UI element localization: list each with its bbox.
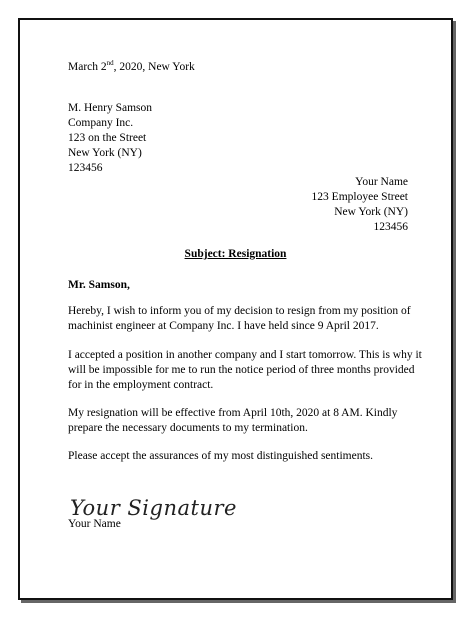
recipient-zip: 123456: [68, 162, 103, 174]
signature: Your Signature: [70, 496, 237, 520]
subject-line: Subject: Resignation: [184, 248, 287, 260]
recipient-company: Company Inc.: [68, 117, 134, 129]
paragraph-line: will be impossible for me to run the notice period of three months provided: [68, 364, 415, 376]
sender-city: New York (NY): [334, 206, 408, 218]
sender-street: 123 Employee Street: [311, 191, 408, 203]
sender-name: Your Name: [355, 176, 408, 188]
letter-page: [18, 18, 453, 600]
recipient-name: M. Henry Samson: [68, 102, 153, 114]
paragraph-line: machinist engineer at Company Inc. I have held since 9 April 2017.: [68, 320, 379, 332]
paragraph-line: Please accept the assurances of my most distinguished sentiments.: [68, 450, 374, 462]
sender-zip: 123456: [373, 221, 408, 233]
paragraph-line: I accepted a position in another company and I start tomorrow. This is why it: [68, 349, 422, 361]
salutation: Mr. Samson,: [68, 279, 130, 291]
paragraph-line: Hereby, I wish to inform you of my decision to resign from my position of: [68, 305, 411, 317]
recipient-street: 123 on the Street: [68, 132, 147, 144]
paragraph-line: prepare the necessary documents to my termination.: [68, 422, 308, 434]
date-line: March 2nd, 2020, New York: [68, 59, 195, 73]
paragraph-line: for in the employment contract.: [68, 379, 214, 391]
recipient-city: New York (NY): [68, 147, 142, 159]
signature-name: Your Name: [68, 518, 121, 530]
paragraph-line: My resignation will be effective from April 10th, 2020 at 8 AM. Kindly: [68, 407, 398, 419]
